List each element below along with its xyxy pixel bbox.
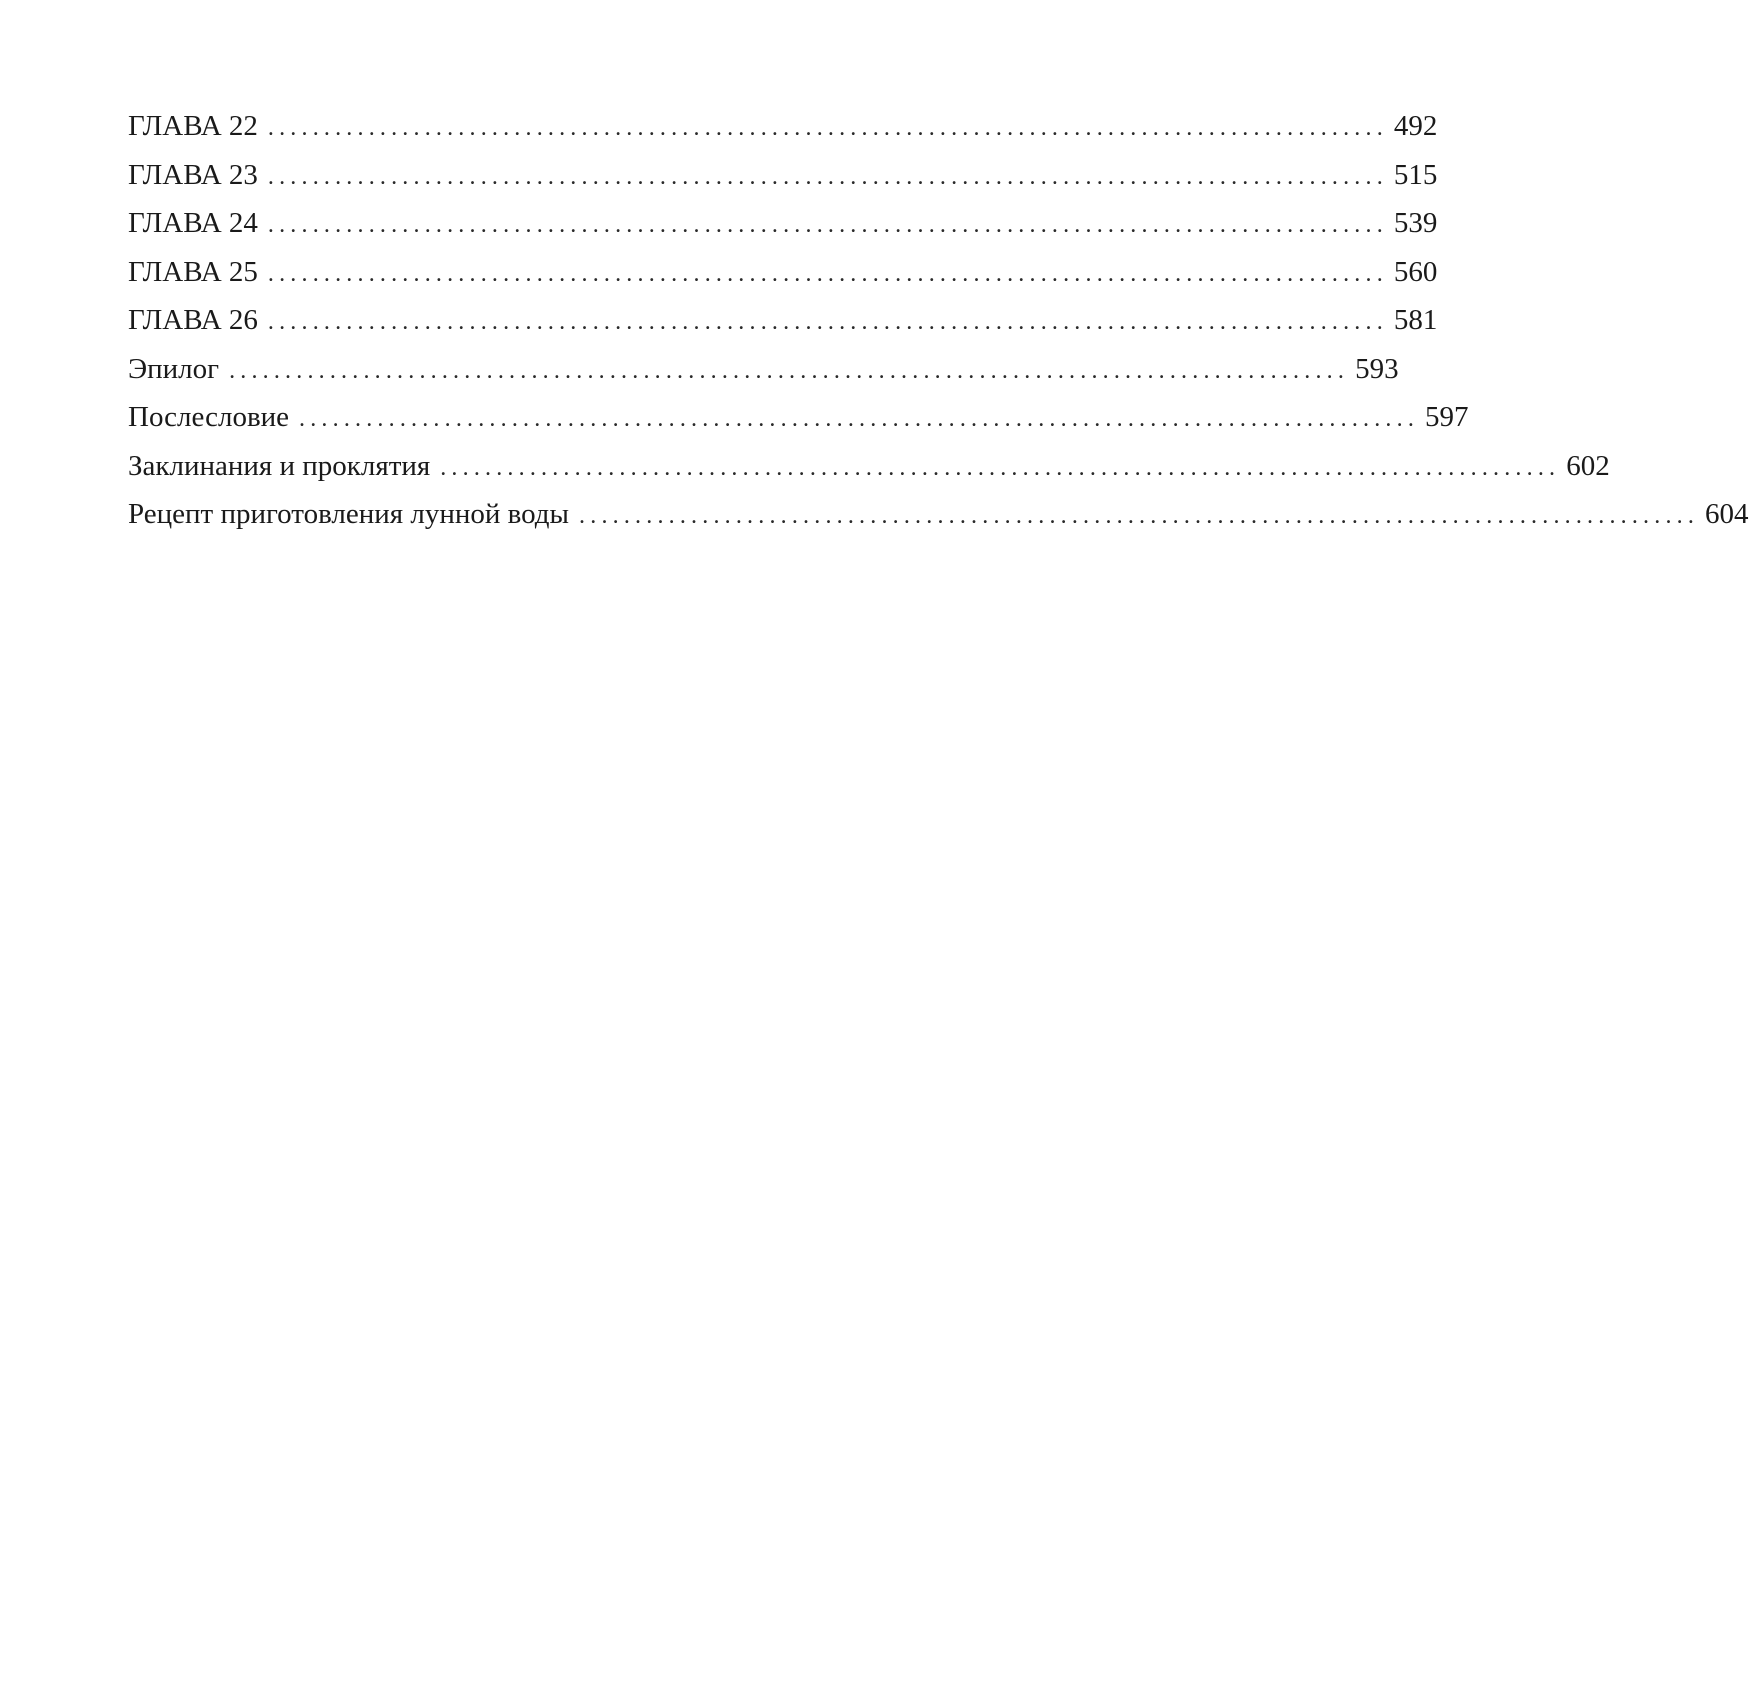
toc-entry-title: Заклинания и проклятия [128, 449, 431, 482]
toc-entry [128, 207, 1438, 258]
dot-leader: .................................................................................................... [267, 163, 1388, 190]
toc-entry-page: 604 [1705, 498, 1749, 530]
table-of-contents [128, 110, 1749, 549]
toc-entry-title: Эпилог [128, 352, 220, 385]
toc-entry [128, 255, 1438, 307]
toc-entry-title: ГЛАВА 23 [128, 158, 258, 191]
toc-entry [128, 110, 1438, 161]
toc-entry [128, 304, 1438, 355]
toc-entry-page: 560 [1393, 255, 1438, 288]
toc-entry-page: 597 [1425, 401, 1469, 433]
toc-entry-page: 492 [1393, 110, 1438, 142]
toc-entry-title: Послесловие [128, 401, 290, 433]
toc-entry-title: ГЛАВА 24 [128, 207, 258, 239]
toc-entry-title: Рецепт приготовления лунной воды [128, 498, 570, 530]
dot-leader: .................................................................................................... [267, 212, 1388, 238]
toc-entry-page: 581 [1393, 304, 1438, 336]
dot-leader: .................................................................................................... [579, 503, 1700, 529]
toc-entry-page: 593 [1355, 352, 1399, 385]
toc-entry [128, 401, 1469, 452]
dot-leader: .................................................................................................... [267, 309, 1388, 335]
toc-entry-title: ГЛАВА 26 [128, 304, 258, 336]
dot-leader: .................................................................................................... [229, 357, 1350, 384]
toc-entry-page: 602 [1566, 449, 1610, 482]
dot-leader: .................................................................................................... [299, 406, 1420, 432]
toc-entry-title: ГЛАВА 25 [128, 255, 258, 288]
dot-leader: .................................................................................................... [267, 260, 1388, 287]
toc-entry [128, 498, 1749, 549]
toc-entry-title: ГЛАВА 22 [128, 110, 258, 142]
toc-entry-page: 539 [1393, 207, 1438, 239]
toc-entry [128, 449, 1610, 501]
dot-leader: .................................................................................................... [267, 115, 1388, 141]
toc-entry-page: 515 [1393, 158, 1438, 191]
dot-leader: .................................................................................................... [440, 454, 1561, 481]
toc-entry [128, 352, 1399, 404]
toc-entry [128, 158, 1438, 210]
